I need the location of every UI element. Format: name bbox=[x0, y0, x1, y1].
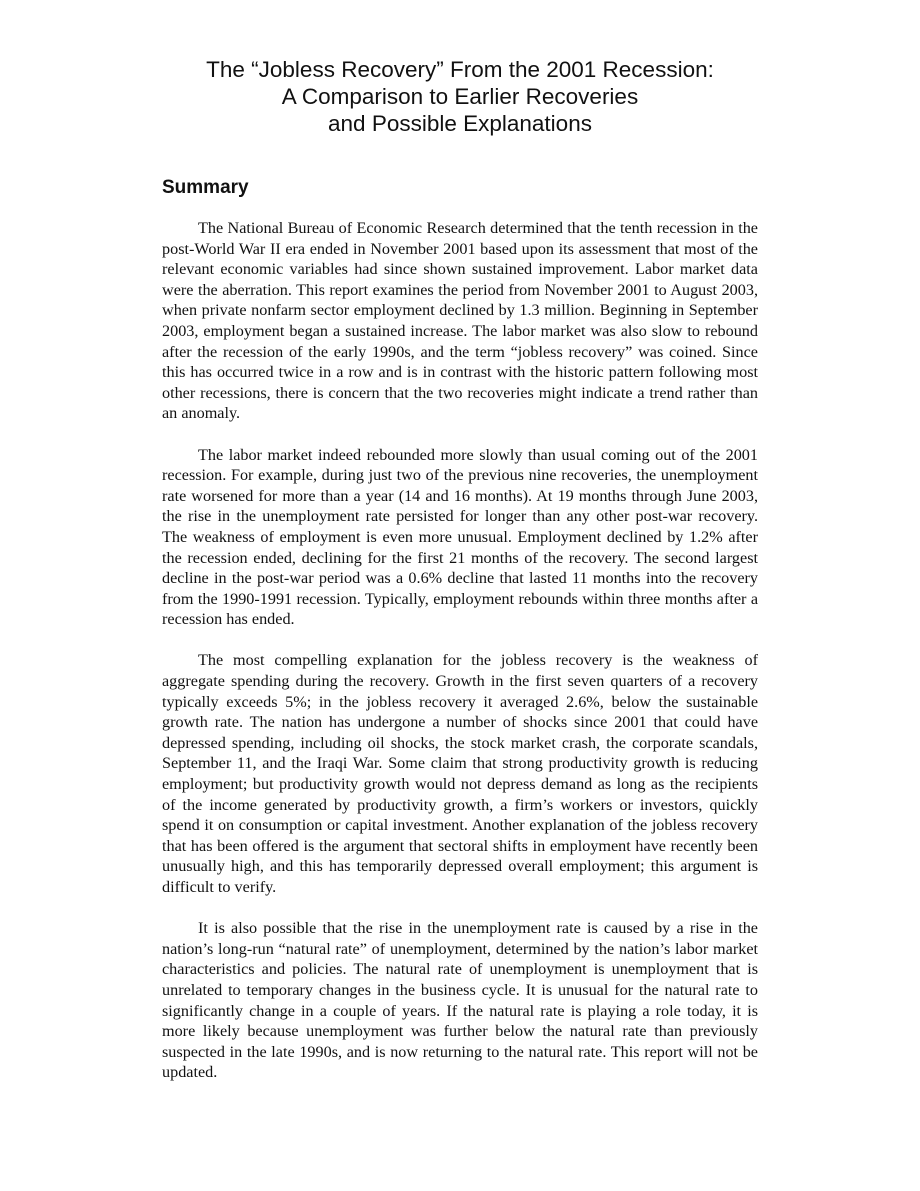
title-line-1: The “Jobless Recovery” From the 2001 Recession: bbox=[206, 57, 714, 82]
summary-paragraph-3: The most compelling explanation for the jobless recovery is the weakness of aggregate spending during the recovery. Growth in the first seven quarters of a recovery typically exceeds 5%; in the jobless recovery it averaged 2.6%, below the sustainable growth rate. The nation has undergone a number of shocks since 2001 that could have depressed spending, including oil shocks, the stock market crash, the corporate scandals, September 11, and the Iraqi War. Some claim that strong productivity growth is reducing employment; but productivity growth would not depress demand as long as the recipients of the income generated by productivity growth, a firm’s workers or investors, quickly spend it on consumption or capital investment. Another explanation of the jobless recovery that has been offered is the argument that sectoral shifts in employment have recently been unusually high, and this has temporarily depressed overall employment; this argument is difficult to verify. bbox=[162, 651, 758, 896]
document-title bbox=[162, 56, 758, 137]
title-line-2: A Comparison to Earlier Recoveries bbox=[281, 84, 639, 109]
title-line-3: and Possible Explanations bbox=[328, 111, 592, 136]
document-page bbox=[162, 56, 758, 1104]
summary-paragraph-4: It is also possible that the rise in the unemployment rate is caused by a rise in the nation’s long-run “natural rate” of unemployment, determined by the nation’s labor market characteristics and policies. The natural rate of unemployment is unemployment that is unrelated to temporary changes in the business cycle. It is unusual for the natural rate to significantly change in a couple of years. If the natural rate is playing a role today, it is more likely because unemployment was further below the natural rate than previously suspected in the late 1990s, and is now returning to the natural rate. This report will not be updated. bbox=[162, 919, 758, 1082]
summary-paragraph-1: The National Bureau of Economic Research determined that the tenth recession in the post-World War II era ended in November 2001 based upon its assessment that most of the relevant economic variables had since shown sustained improvement. Labor market data were the aberration. This report examines the period from November 2001 to August 2003, when private nonfarm sector employment declined by 1.3 million. Beginning in September 2003, employment began a sustained increase. The labor market was also slow to rebound after the recession of the early 1990s, and the term “jobless recovery” was coined. Since this has occurred twice in a row and is in contrast with the historic pattern following most other recessions, there is concern that the two recoveries might indicate a trend rather than an anomaly. bbox=[162, 219, 758, 423]
section-heading-summary: Summary bbox=[162, 177, 249, 198]
summary-paragraph-2: The labor market indeed rebounded more slowly than usual coming out of the 2001 recession. For example, during just two of the previous nine recoveries, the unemployment rate worsened for more than a year (14 and 16 months). At 19 months through June 2003, the rise in the unemployment rate persisted for longer than any other post-war recovery. The weakness of employment is even more unusual. Employment declined by 1.2% after the recession ended, declining for the first 21 months of the recovery. The second largest decline in the post-war period was a 0.6% decline that lasted 11 months into the recovery from the 1990-1991 recession. Typically, employment rebounds within three months after a recession has ended. bbox=[162, 445, 758, 629]
